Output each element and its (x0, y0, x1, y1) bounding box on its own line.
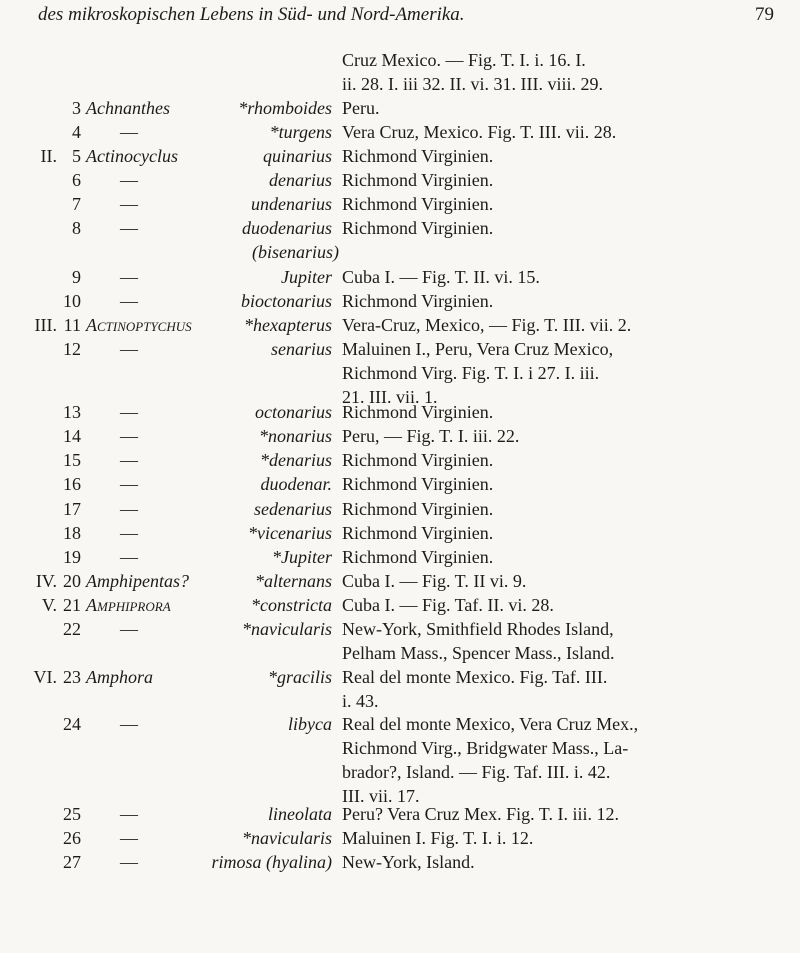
entry-number: 24 (63, 714, 81, 734)
species-name: quinarius (262, 146, 332, 166)
species-name: *denarius (260, 450, 332, 470)
genus-name: Achnanthes (86, 98, 170, 118)
location-line: Richmond Virginien. (342, 170, 494, 190)
species-name: *constricta (251, 595, 332, 615)
entry-number: 22 (63, 619, 81, 639)
ditto-dash: — (120, 852, 138, 872)
location-line: Peru? Vera Cruz Mex. Fig. T. I. iii. 12. (342, 804, 619, 824)
location-line: Richmond Virginien. (342, 402, 494, 422)
genus-name: Amphiprora (86, 595, 171, 615)
ditto-dash: — (120, 804, 138, 824)
species-name: *gracilis (267, 667, 332, 687)
running-title: des mikroskopischen Lebens in Süd- und Nord-Amerika. (38, 4, 465, 25)
section-numeral (27, 265, 57, 289)
section-numeral (27, 521, 57, 545)
location-line: Vera-Cruz, Mexico, — Fig. T. III. vii. 2. (342, 315, 632, 335)
location-line: Maluinen I. Fig. T. I. i. 12. (342, 828, 534, 848)
ditto-dash: — (120, 339, 138, 359)
genus-name: Actinoptychus (86, 315, 192, 335)
ditto-dash: — (120, 523, 138, 543)
ditto-dash: — (120, 426, 138, 446)
genus-name: Amphora (86, 667, 153, 687)
section-numeral (27, 617, 57, 641)
section-numeral (27, 472, 57, 496)
section-numeral (27, 216, 57, 240)
location-line: Richmond Virg., Bridgwater Mass., La- (342, 738, 629, 758)
section-numeral (27, 497, 57, 521)
location-line: Richmond Virginien. (342, 194, 494, 214)
location-line: III. vii. 17. (342, 786, 420, 806)
location-line: Real del monte Mexico, Vera Cruz Mex., (342, 714, 639, 734)
section-numeral (27, 120, 57, 144)
ditto-dash: — (120, 218, 138, 238)
species-name: *hexapterus (244, 315, 332, 335)
location-line: Richmond Virginien. (342, 499, 494, 519)
species-name: libyca (288, 714, 332, 734)
entry-number: 9 (72, 267, 81, 287)
entry-number: 20 (63, 571, 81, 591)
section-numeral: V. (41, 595, 57, 615)
page-number: 79 (755, 4, 774, 25)
section-numeral (27, 400, 57, 424)
location-line: Richmond Virginien. (342, 291, 494, 311)
section-numeral (27, 168, 57, 192)
section-numeral (27, 289, 57, 313)
location-line: Cuba I. — Fig. T. II. vi. 15. (342, 267, 540, 287)
ditto-dash: — (120, 450, 138, 470)
location-line: Richmond Virginien. (342, 450, 494, 470)
section-numeral (27, 96, 57, 120)
entry-number (55, 240, 81, 264)
entry-number: 8 (72, 218, 81, 238)
section-numeral: III. (34, 315, 57, 335)
location-line: Richmond Virginien. (342, 218, 494, 238)
species-name: duodenarius (242, 218, 332, 238)
entry-number: 16 (63, 474, 81, 494)
location-line: Cruz Mexico. — Fig. T. I. i. 16. I. (342, 50, 586, 70)
location-line: Richmond Virginien. (342, 547, 494, 567)
section-numeral (27, 802, 57, 826)
entry-number: 5 (72, 146, 81, 166)
section-numeral (27, 545, 57, 569)
location-line: Cuba I. — Fig. T. II vi. 9. (342, 571, 527, 591)
entry-number: 19 (63, 547, 81, 567)
species-name: senarius (270, 339, 332, 359)
location-line: New-York, Smithfield Rhodes Island, (342, 619, 614, 639)
location-line: brador?, Island. — Fig. Taf. III. i. 42. (342, 762, 611, 782)
entry-number: 27 (63, 852, 81, 872)
ditto-dash: — (120, 619, 138, 639)
species-name: undenarius (251, 194, 332, 214)
genus-name: Amphipentas? (86, 571, 189, 591)
location-line: Cuba I. — Fig. Taf. II. vi. 28. (342, 595, 554, 615)
species-name: *turgens (269, 122, 332, 142)
entry-number: 12 (63, 339, 81, 359)
section-numeral: VI. (33, 667, 57, 687)
section-numeral (27, 826, 57, 850)
entry-number: 3 (72, 98, 81, 118)
ditto-dash: — (120, 267, 138, 287)
ditto-dash: — (120, 828, 138, 848)
location-line: 21. III. vii. 1. (342, 387, 438, 407)
section-numeral: IV. (35, 571, 57, 591)
ditto-dash: — (120, 291, 138, 311)
location-line: Maluinen I., Peru, Vera Cruz Mexico, (342, 339, 614, 359)
location-line: Richmond Virg. Fig. T. I. i 27. I. iii. (342, 363, 600, 383)
entry-number: 11 (63, 315, 81, 335)
ditto-dash: — (120, 194, 138, 214)
location-line: Richmond Virginien. (342, 146, 494, 166)
entry-number: 23 (63, 667, 81, 687)
ditto-dash: — (120, 547, 138, 567)
species-name: lineolata (268, 804, 332, 824)
location-line: New-York, Island. (342, 852, 475, 872)
species-name: *Jupiter (272, 547, 332, 567)
entry-number: 10 (63, 291, 81, 311)
species-name: *navicularis (242, 828, 332, 848)
section-numeral (27, 850, 57, 874)
species-name: Jupiter (281, 267, 332, 287)
ditto-dash: — (120, 499, 138, 519)
species-name: denarius (269, 170, 332, 190)
location-line: Peru. (342, 98, 380, 118)
section-numeral: II. (40, 146, 57, 166)
entry-number: 7 (72, 194, 81, 214)
entry-number: 26 (63, 828, 81, 848)
entry-number: 25 (63, 804, 81, 824)
species-name: octonarius (254, 402, 332, 422)
entry-number: 14 (63, 426, 81, 446)
species-name: *vicenarius (248, 523, 332, 543)
entry-number: 15 (63, 450, 81, 470)
entry-number: 13 (63, 402, 81, 422)
species-name: bioctonarius (240, 291, 332, 311)
entry-number: 17 (63, 499, 81, 519)
species-name: duodenar. (260, 474, 332, 494)
genus-name: Actinocyclus (86, 146, 178, 166)
entry-number: 21 (63, 595, 81, 615)
location-line: i. 43. (342, 691, 379, 711)
ditto-dash: — (120, 122, 138, 142)
location-line: Pelham Mass., Spencer Mass., Island. (342, 643, 615, 663)
ditto-dash: — (120, 402, 138, 422)
species-name: *rhomboides (238, 98, 332, 118)
species-name: *navicularis (242, 619, 332, 639)
entry-number: 4 (72, 122, 81, 142)
species-name: *nonarius (258, 426, 332, 446)
species-name: rimosa (hyalina) (211, 852, 332, 872)
section-numeral (27, 337, 57, 361)
location-line: Richmond Virginien. (342, 523, 494, 543)
location-line: Richmond Virginien. (342, 474, 494, 494)
location-line: Peru, — Fig. T. I. iii. 22. (342, 426, 520, 446)
species-name: sedenarius (254, 499, 332, 519)
location-line: Real del monte Mexico. Fig. Taf. III. (342, 667, 608, 687)
location-line: ii. 28. I. iii 32. II. vi. 31. III. viii. 29. (342, 74, 603, 94)
entry-number: 6 (72, 170, 81, 190)
section-numeral (27, 448, 57, 472)
entry-number: 18 (63, 523, 81, 543)
location-line: Vera Cruz, Mexico. Fig. T. III. vii. 28. (342, 122, 617, 142)
section-numeral (27, 192, 57, 216)
ditto-dash: — (120, 474, 138, 494)
ditto-dash: — (120, 714, 138, 734)
section-numeral (27, 240, 57, 264)
section-numeral (27, 424, 57, 448)
species-name: (bisenarius) (252, 242, 339, 262)
section-numeral (27, 712, 57, 736)
page-header (30, 4, 774, 28)
species-name: *alternans (254, 571, 332, 591)
ditto-dash: — (120, 170, 138, 190)
